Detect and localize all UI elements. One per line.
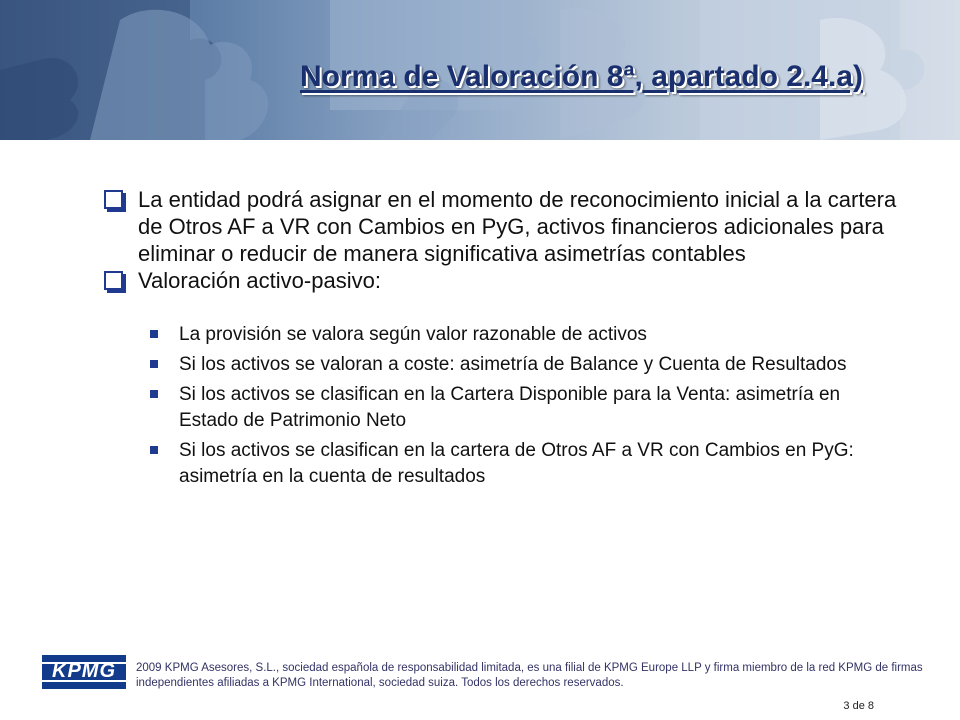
- sub-bullet-item: [148, 382, 900, 434]
- bullet-text: La entidad podrá asignar en el momento de reconocimiento inicial a la cartera de Otros AF a VR con Cambios en PyG, activos financieros adicionales para eliminar o reducir de manera significativa asimetrías contables: [138, 187, 897, 266]
- bullet-item: [100, 267, 900, 294]
- square-bullet-icon: [150, 360, 158, 368]
- sub-bullet-text: Si los activos se clasifican en la Cartera Disponible para la Venta: asimetría en Estado de Patrimonio Neto: [179, 384, 841, 431]
- checkbox-bullet-icon: [104, 271, 123, 290]
- square-bullet-icon: [150, 390, 158, 398]
- sub-bullet-item: [148, 322, 900, 348]
- slide-title: Norma de Valoración 8ª, apartado 2.4.a): [300, 60, 863, 93]
- page-number: 3 de 8: [843, 700, 874, 712]
- sub-bullet-item: [148, 352, 900, 378]
- header-banner: [0, 0, 960, 140]
- kpmg-logo: [42, 655, 126, 689]
- slide-content: [100, 186, 900, 494]
- sub-bullet-text: Si los activos se valoran a coste: asimetría de Balance y Cuenta de Resultados: [179, 354, 847, 375]
- bullet-item: [100, 186, 900, 267]
- square-bullet-icon: [150, 446, 158, 454]
- sub-bullet-list: [100, 322, 900, 490]
- logo-text: KPMG: [52, 660, 116, 682]
- footer-copyright: 2009 KPMG Asesores, S.L., sociedad española de responsabilidad limitada, es una filial de KPMG Europe LLP y firma miembro de la red KPMG de firmas independientes afiliadas a KPMG International, sociedad suiza. Todos los derechos reservados.: [136, 662, 923, 689]
- sub-bullet-item: [148, 438, 900, 490]
- bullet-text: Valoración activo-pasivo:: [138, 268, 381, 293]
- square-bullet-icon: [150, 330, 158, 338]
- sub-bullet-text: La provisión se valora según valor razonable de activos: [179, 324, 647, 345]
- sub-bullet-text: Si los activos se clasifican en la cartera de Otros AF a VR con Cambios en PyG: asimetría en la cuenta de resultados: [179, 440, 854, 487]
- checkbox-bullet-icon: [104, 190, 123, 209]
